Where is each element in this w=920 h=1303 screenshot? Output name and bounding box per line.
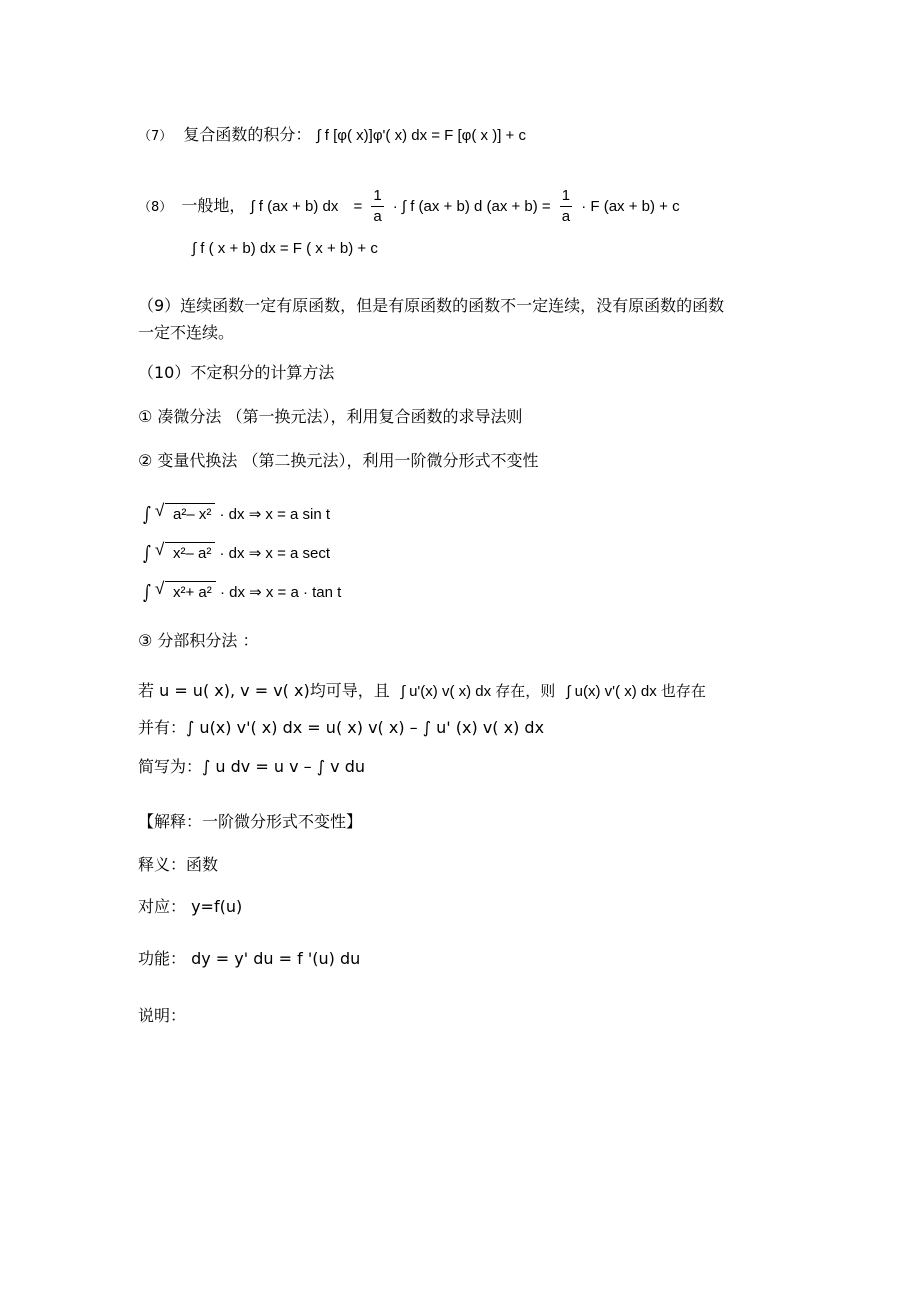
- substitution-row: [143, 581, 341, 604]
- parts-line-1: [138, 680, 706, 703]
- fraction-denominator-2: a: [561, 208, 571, 225]
- item-10-heading: （10）不定积分的计算方法: [138, 363, 335, 382]
- explain-shiyi: 释义：函数: [138, 855, 219, 874]
- integral-sign: ∫: [143, 580, 151, 604]
- fraction-numerator-2: 1: [560, 186, 572, 207]
- parts-line-2: 并有：∫ u(x) v'( x) dx = u( x) v( x) – ∫ u' (x) v( x) dx: [138, 718, 545, 737]
- item-8-formula-c: · F (ax + b) + c: [581, 198, 680, 215]
- substitution-result: · dx ⇒ x = a sin t: [219, 506, 331, 523]
- item-8-formula-line2: ∫ f ( x + b) dx = F ( x + b) + c: [192, 240, 378, 257]
- item-7-label: （7）: [138, 129, 173, 144]
- item-8-label: （8）: [138, 200, 173, 215]
- item-8: [138, 186, 680, 228]
- fraction-denominator: a: [373, 208, 382, 225]
- item-7-text: 复合函数的积分：: [183, 125, 312, 144]
- item-8-text: 一般地，: [181, 196, 246, 215]
- item-7-formula: ∫ f [φ( x)]φ'( x) dx = F [φ( x )] + c: [316, 127, 526, 144]
- integral-sign: ∫: [143, 541, 151, 565]
- item-8-formula-b: · ∫ f (ax + b) d (ax + b) =: [392, 198, 551, 215]
- parts-exists-1: ∫ u'(x) v( x) dx 存在，则: [400, 683, 556, 700]
- sqrt-expression: √ x²– a²: [155, 542, 215, 565]
- radicand: x²– a²: [165, 542, 215, 565]
- parts-condition: 若 u = u( x), v = v( x)均可导，且: [138, 681, 390, 700]
- sqrt-expression: √ x²+ a²: [155, 581, 216, 604]
- parts-exists-2: ∫ u(x) v'( x) dx 也存在: [566, 683, 706, 700]
- substitution-row: [143, 503, 330, 526]
- explain-gongneng: 功能： dy = y' du = f '(u) du: [138, 949, 361, 968]
- method-1: ① 凑微分法 （第一换元法），利用复合函数的求导法则: [138, 407, 523, 426]
- item-9-paragraph: （9）连续函数一定有原函数，但是有原函数的函数不一定连续，没有原函数的函数一定不连续。: [138, 296, 725, 342]
- method-3: ③ 分部积分法 ：: [138, 631, 259, 650]
- fraction-one-over-a: [371, 186, 383, 227]
- method-2: ② 变量代换法 （第二换元法），利用一阶微分形式不变性: [138, 451, 539, 470]
- explain-duiying: 对应： y=f(u): [138, 897, 243, 916]
- integral-sign: ∫: [143, 502, 151, 526]
- item-8-formula-a: ∫ f (ax + b) dx: [250, 198, 339, 215]
- item-7: [138, 124, 526, 148]
- fraction-one-over-a-2: [560, 186, 572, 227]
- radicand: x²+ a²: [165, 581, 216, 604]
- substitution-result: · dx ⇒ x = a · tan t: [219, 584, 342, 601]
- parts-line-3: 简写为：∫ u dv = u v – ∫ v du: [138, 757, 365, 776]
- sqrt-expression: √ a²– x²: [155, 503, 215, 526]
- explain-heading: 【解释：一阶微分形式不变性】: [138, 812, 363, 831]
- item-8-eq: =: [353, 198, 363, 215]
- substitution-row: [143, 542, 330, 565]
- explain-shuoming: 说明：: [138, 1006, 187, 1025]
- substitution-result: · dx ⇒ x = a sect: [219, 545, 331, 562]
- radicand: a²– x²: [165, 503, 215, 526]
- fraction-numerator: 1: [371, 186, 383, 207]
